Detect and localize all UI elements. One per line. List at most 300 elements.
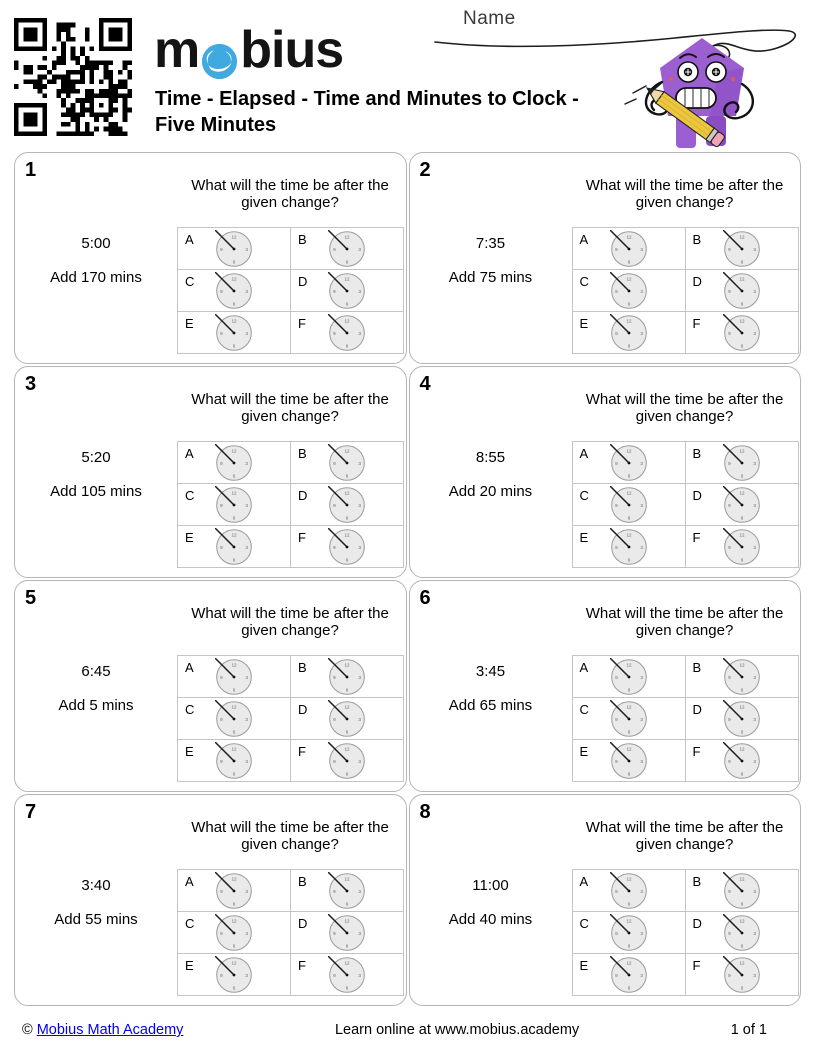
svg-text:3: 3 (245, 544, 248, 550)
option-letter: A (579, 446, 589, 461)
svg-text:6: 6 (740, 473, 743, 479)
problem-time: 6:45 (81, 663, 111, 680)
svg-text:3: 3 (639, 674, 643, 680)
svg-text:9: 9 (220, 330, 223, 336)
clock-face-icon (723, 914, 761, 952)
problem-time: 3:45 (475, 663, 506, 680)
svg-text:6: 6 (740, 557, 743, 563)
name-label: Name (463, 8, 516, 29)
option-letter: A (185, 660, 194, 675)
option-cell[interactable] (178, 954, 291, 996)
option-letter: A (185, 446, 194, 461)
clock-face-icon (723, 700, 761, 738)
svg-text:9: 9 (220, 246, 223, 252)
clock-face-icon (215, 314, 253, 352)
svg-text:12: 12 (738, 661, 745, 667)
svg-text:9: 9 (727, 758, 731, 764)
clock-holder (178, 870, 290, 911)
problems-grid (14, 152, 801, 1006)
clock-face-icon (328, 742, 366, 780)
svg-text:3: 3 (358, 460, 361, 466)
option-cell[interactable] (685, 312, 798, 354)
svg-text:6: 6 (232, 729, 236, 735)
clock-face-icon (215, 658, 253, 696)
option-row (572, 526, 798, 568)
problem-instruction: Add 40 mins (448, 911, 533, 928)
svg-text:3: 3 (358, 246, 361, 252)
option-letter: D (692, 702, 702, 717)
option-cell[interactable] (291, 442, 404, 484)
option-cell[interactable] (685, 740, 798, 782)
option-cell[interactable] (178, 228, 291, 270)
option-cell[interactable] (291, 312, 404, 354)
option-row (572, 954, 798, 996)
clock-face-icon (328, 230, 366, 268)
svg-text:6: 6 (740, 729, 743, 735)
clock-face-icon (328, 914, 366, 952)
clock-face-icon (723, 658, 761, 696)
svg-text:9: 9 (333, 972, 336, 978)
option-cell[interactable] (178, 740, 291, 782)
problem-number: 4 (419, 373, 431, 395)
option-letter: E (579, 530, 589, 545)
option-cell[interactable] (572, 698, 685, 740)
svg-text:6: 6 (345, 943, 349, 949)
clock-holder (686, 270, 798, 311)
svg-text:6: 6 (740, 985, 743, 991)
svg-text:9: 9 (220, 502, 223, 508)
svg-text:12: 12 (344, 317, 350, 323)
svg-text:12: 12 (738, 489, 745, 495)
svg-text:6: 6 (232, 687, 236, 693)
option-letter: F (692, 530, 701, 545)
option-cell[interactable] (178, 870, 291, 912)
svg-text:6: 6 (232, 943, 236, 949)
option-cell[interactable] (685, 912, 798, 954)
svg-text:3: 3 (752, 674, 756, 680)
option-cell[interactable] (572, 228, 685, 270)
problem-question: What will the time be after the given change? (191, 819, 389, 854)
svg-text:3: 3 (245, 330, 248, 336)
svg-text:6: 6 (740, 515, 743, 521)
svg-text:12: 12 (738, 959, 745, 965)
clock-holder (686, 312, 798, 353)
option-letter: A (185, 232, 194, 247)
problem-instruction: Add 55 mins (54, 911, 138, 928)
svg-text:9: 9 (614, 288, 618, 294)
svg-text:12: 12 (344, 531, 350, 537)
svg-text:3: 3 (639, 330, 643, 336)
svg-text:9: 9 (333, 288, 336, 294)
options-table (572, 441, 799, 568)
svg-text:12: 12 (625, 233, 632, 239)
svg-text:12: 12 (738, 917, 745, 923)
problem-instruction: Add 5 mins (58, 697, 134, 714)
svg-text:6: 6 (345, 771, 349, 777)
logo (154, 21, 344, 79)
svg-text:6: 6 (740, 771, 743, 777)
clock-face-icon (610, 486, 648, 524)
svg-text:9: 9 (727, 288, 731, 294)
option-cell[interactable] (572, 656, 685, 698)
svg-text:3: 3 (245, 674, 248, 680)
svg-text:6: 6 (740, 943, 743, 949)
svg-text:12: 12 (625, 703, 632, 709)
svg-text:3: 3 (752, 288, 756, 294)
option-row (572, 656, 798, 698)
clock-face-icon (215, 742, 253, 780)
clock-holder (573, 656, 685, 697)
svg-text:12: 12 (344, 917, 350, 923)
svg-text:3: 3 (245, 288, 248, 294)
svg-text:6: 6 (345, 301, 349, 307)
clock-holder (291, 228, 403, 269)
svg-text:12: 12 (625, 661, 632, 667)
option-cell[interactable] (572, 312, 685, 354)
problem-question: What will the time be after the given change? (585, 391, 784, 426)
option-letter: C (579, 702, 589, 717)
clock-holder (686, 740, 798, 781)
svg-text:6: 6 (627, 771, 630, 777)
problem-question: What will the time be after the given change? (191, 177, 389, 212)
option-cell[interactable] (291, 526, 404, 568)
option-letter: C (185, 916, 195, 931)
option-letter: B (298, 874, 307, 889)
svg-text:6: 6 (627, 687, 630, 693)
clock-face-icon (723, 528, 761, 566)
option-letter: E (579, 316, 589, 331)
svg-text:12: 12 (738, 233, 745, 239)
option-cell[interactable] (291, 656, 404, 698)
option-cell[interactable] (685, 954, 798, 996)
svg-text:9: 9 (333, 544, 336, 550)
svg-text:12: 12 (231, 959, 237, 965)
option-cell[interactable] (685, 698, 798, 740)
clock-holder (291, 698, 403, 739)
problem-box (409, 152, 802, 364)
problem-box (409, 366, 802, 578)
option-letter: F (692, 958, 701, 973)
svg-text:12: 12 (231, 531, 237, 537)
option-cell[interactable] (572, 484, 685, 526)
svg-text:3: 3 (639, 888, 643, 894)
option-row (572, 228, 798, 270)
clock-face-icon (723, 444, 761, 482)
svg-text:6: 6 (345, 343, 349, 349)
option-cell[interactable] (291, 698, 404, 740)
clock-holder (573, 228, 685, 269)
option-cell[interactable] (685, 228, 798, 270)
svg-text:12: 12 (738, 875, 745, 881)
problem-time: 8:55 (475, 449, 506, 466)
svg-text:6: 6 (740, 901, 743, 907)
svg-text:12: 12 (738, 745, 745, 751)
problem-instruction: Add 20 mins (448, 483, 533, 500)
option-cell[interactable] (572, 442, 685, 484)
option-cell[interactable] (572, 870, 685, 912)
problem-instruction: Add 105 mins (50, 483, 142, 500)
svg-text:3: 3 (752, 930, 756, 936)
svg-text:3: 3 (245, 460, 248, 466)
svg-text:6: 6 (740, 343, 743, 349)
options-table (572, 227, 799, 354)
svg-text:3: 3 (245, 246, 248, 252)
svg-text:9: 9 (614, 758, 618, 764)
svg-text:6: 6 (627, 515, 630, 521)
option-cell[interactable] (685, 526, 798, 568)
problem-instruction: Add 170 mins (50, 269, 142, 286)
clock-holder (573, 912, 685, 953)
problem-number: 8 (419, 801, 431, 823)
svg-text:12: 12 (231, 447, 237, 453)
svg-text:9: 9 (727, 888, 731, 894)
option-cell[interactable] (291, 912, 404, 954)
option-letter: A (579, 874, 589, 889)
svg-text:6: 6 (627, 473, 630, 479)
svg-text:9: 9 (220, 460, 223, 466)
option-cell[interactable] (178, 484, 291, 526)
option-cell[interactable] (178, 656, 291, 698)
svg-text:6: 6 (627, 943, 630, 949)
svg-text:6: 6 (232, 985, 236, 991)
option-cell[interactable] (178, 912, 291, 954)
option-row (178, 270, 404, 312)
option-letter: B (692, 874, 702, 889)
svg-text:3: 3 (245, 716, 248, 722)
svg-text:12: 12 (738, 275, 745, 281)
clock-face-icon (328, 956, 366, 994)
option-row (178, 870, 404, 912)
option-cell[interactable] (572, 912, 685, 954)
svg-text:9: 9 (220, 758, 223, 764)
option-letter: F (298, 744, 306, 759)
clock-face-icon (215, 872, 253, 910)
clock-face-icon (610, 528, 648, 566)
svg-text:6: 6 (345, 557, 349, 563)
doodle-zigzag (625, 86, 646, 104)
option-row (572, 442, 798, 484)
svg-text:12: 12 (231, 317, 237, 323)
option-letter: D (298, 274, 308, 289)
svg-text:9: 9 (614, 972, 618, 978)
option-letter: C (185, 702, 195, 717)
svg-text:3: 3 (639, 758, 643, 764)
svg-text:9: 9 (727, 330, 731, 336)
worksheet-title: Time - Elapsed - Time and Minutes to Clock - Five Minutes (155, 88, 579, 136)
svg-text:3: 3 (752, 460, 756, 466)
option-letter: B (298, 660, 307, 675)
option-cell[interactable] (685, 870, 798, 912)
option-row (178, 228, 404, 270)
footer-copyright (22, 1022, 183, 1038)
svg-text:6: 6 (345, 901, 349, 907)
svg-text:6: 6 (627, 901, 630, 907)
clock-holder (178, 954, 290, 995)
clock-holder (291, 526, 403, 567)
svg-text:9: 9 (220, 716, 223, 722)
clock-holder (573, 270, 685, 311)
option-letter: B (298, 232, 307, 247)
problem-box (14, 152, 407, 364)
svg-text:3: 3 (639, 502, 643, 508)
clock-face-icon (328, 700, 366, 738)
svg-text:12: 12 (344, 661, 350, 667)
clock-face-icon (610, 700, 648, 738)
svg-text:3: 3 (752, 502, 756, 508)
svg-text:6: 6 (232, 557, 236, 563)
svg-text:12: 12 (738, 317, 745, 323)
clock-holder (291, 270, 403, 311)
option-letter: E (579, 744, 589, 759)
option-cell[interactable] (685, 656, 798, 698)
svg-text:6: 6 (232, 473, 236, 479)
problem-time: 5:00 (81, 235, 111, 252)
svg-text:9: 9 (614, 460, 618, 466)
svg-text:3: 3 (639, 544, 643, 550)
svg-text:9: 9 (727, 972, 731, 978)
option-cell[interactable] (572, 270, 685, 312)
option-cell[interactable] (178, 312, 291, 354)
svg-text:6: 6 (740, 259, 743, 265)
option-letter: F (298, 316, 306, 331)
svg-text:9: 9 (220, 888, 223, 894)
clock-face-icon (610, 444, 648, 482)
clock-holder (686, 870, 798, 911)
option-cell[interactable] (685, 270, 798, 312)
svg-text:3: 3 (752, 330, 756, 336)
clock-face-icon (610, 742, 648, 780)
problem-box (409, 580, 802, 792)
option-row (572, 270, 798, 312)
clock-holder (573, 740, 685, 781)
clock-face-icon (328, 872, 366, 910)
svg-text:3: 3 (639, 930, 643, 936)
svg-text:9: 9 (614, 502, 618, 508)
option-cell[interactable] (291, 270, 404, 312)
clock-face-icon (215, 486, 253, 524)
option-letter: C (185, 488, 195, 503)
clock-face-icon (328, 486, 366, 524)
page-number: 1 of 1 (730, 1022, 767, 1038)
svg-text:12: 12 (344, 447, 350, 453)
option-cell[interactable] (291, 870, 404, 912)
svg-text:9: 9 (333, 758, 336, 764)
option-letter: E (185, 958, 194, 973)
option-cell[interactable] (291, 484, 404, 526)
option-cell[interactable] (178, 442, 291, 484)
svg-text:3: 3 (752, 716, 756, 722)
option-row (178, 954, 404, 996)
option-row (572, 870, 798, 912)
option-cell[interactable] (291, 740, 404, 782)
academy-link[interactable]: Mobius Math Academy (36, 1022, 184, 1038)
problem-question: What will the time be after the given change? (585, 819, 784, 854)
svg-text:6: 6 (345, 259, 349, 265)
option-letter: F (692, 316, 701, 331)
option-letter: A (579, 232, 589, 247)
clock-holder (178, 912, 290, 953)
svg-text:12: 12 (738, 447, 745, 453)
svg-text:9: 9 (333, 246, 336, 252)
svg-text:12: 12 (625, 917, 632, 923)
option-letter: D (692, 916, 702, 931)
option-row (178, 312, 404, 354)
option-cell[interactable] (572, 526, 685, 568)
clock-face-icon (610, 272, 648, 310)
clock-holder (291, 656, 403, 697)
svg-text:6: 6 (232, 259, 236, 265)
clock-holder (573, 442, 685, 483)
problem-box (14, 366, 407, 578)
option-letter: E (185, 744, 194, 759)
svg-text:12: 12 (625, 531, 632, 537)
svg-text:3: 3 (245, 972, 248, 978)
clock-holder (178, 228, 290, 269)
svg-text:9: 9 (727, 502, 731, 508)
svg-text:3: 3 (752, 972, 756, 978)
problem-box (14, 580, 407, 792)
option-cell[interactable] (178, 270, 291, 312)
svg-text:9: 9 (614, 716, 618, 722)
option-cell[interactable] (291, 954, 404, 996)
svg-text:12: 12 (344, 745, 350, 751)
clock-face-icon (215, 272, 253, 310)
option-letter: E (185, 316, 194, 331)
option-letter: B (692, 660, 702, 675)
option-letter: D (298, 916, 308, 931)
option-cell[interactable] (178, 698, 291, 740)
svg-text:9: 9 (727, 716, 731, 722)
svg-text:9: 9 (333, 888, 336, 894)
option-cell[interactable] (572, 740, 685, 782)
options-table (572, 869, 799, 996)
svg-text:3: 3 (358, 288, 361, 294)
option-row (178, 484, 404, 526)
option-cell[interactable] (685, 442, 798, 484)
option-letter: C (185, 274, 195, 289)
option-letter: B (692, 446, 702, 461)
problem-instruction: Add 75 mins (448, 269, 533, 286)
option-cell[interactable] (178, 526, 291, 568)
clock-holder (686, 228, 798, 269)
svg-text:6: 6 (345, 473, 349, 479)
option-row (572, 698, 798, 740)
logo-sphere-icon (201, 37, 238, 74)
option-letter: D (692, 274, 702, 289)
svg-text:6: 6 (345, 729, 349, 735)
svg-text:3: 3 (358, 972, 361, 978)
option-cell[interactable] (291, 228, 404, 270)
svg-text:9: 9 (614, 330, 618, 336)
option-row (178, 698, 404, 740)
option-cell[interactable] (572, 954, 685, 996)
options-table (177, 869, 404, 996)
clock-holder (291, 912, 403, 953)
clock-holder (178, 740, 290, 781)
svg-text:3: 3 (358, 544, 361, 550)
option-cell[interactable] (685, 484, 798, 526)
svg-text:6: 6 (740, 687, 743, 693)
svg-text:12: 12 (625, 745, 632, 751)
svg-text:12: 12 (344, 875, 350, 881)
clock-holder (573, 484, 685, 525)
svg-text:6: 6 (627, 729, 630, 735)
option-row (178, 526, 404, 568)
name-area (415, 0, 807, 152)
svg-text:12: 12 (231, 745, 237, 751)
svg-text:3: 3 (752, 888, 756, 894)
problem-number: 1 (25, 159, 37, 181)
